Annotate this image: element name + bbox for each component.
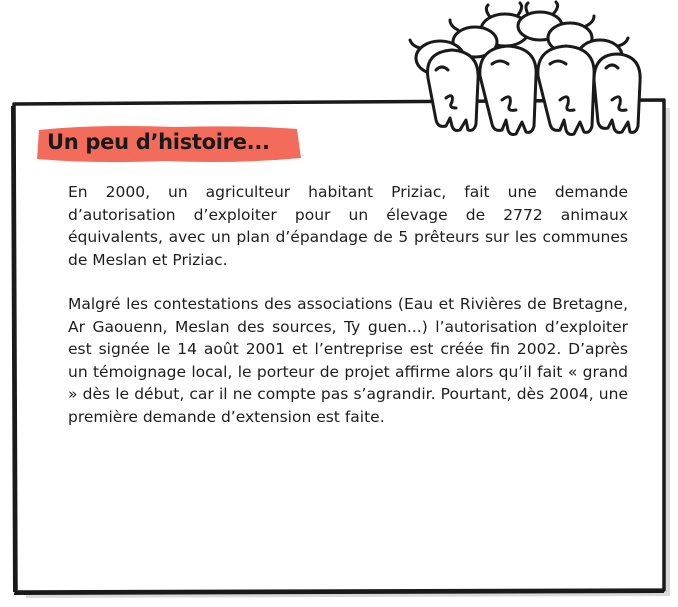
flock-of-sheep-icon xyxy=(400,0,645,165)
story-text xyxy=(68,181,628,428)
paragraph-1: En 2000, un agriculteur habitant Priziac, fait une demande d’autorisation d’exploiter pour un élevage de 2772 animaux équivalents, avec un plan d’épandage de 5 prêteurs sur les communes de Meslan et Priziac. xyxy=(68,183,628,269)
page-title: Un peu d’histoire... xyxy=(47,130,270,154)
section-title xyxy=(35,124,303,164)
paragraph-2: Malgré les contestations des associations (Eau et Rivières de Bretagne, Ar Gaouenn, Meslan des sources, Ty guen...) l’autorisation d’exploiter est signée le 14 août 2001 et l’entreprise est créée fin 2002. D’après un témoignage local, le porteur de projet affirme alors qu’il fait « grand » dès le début, car il ne compte pas s’agrandir. Pourtant, dès 2004, une première demande d’extension est faite. xyxy=(68,295,628,426)
